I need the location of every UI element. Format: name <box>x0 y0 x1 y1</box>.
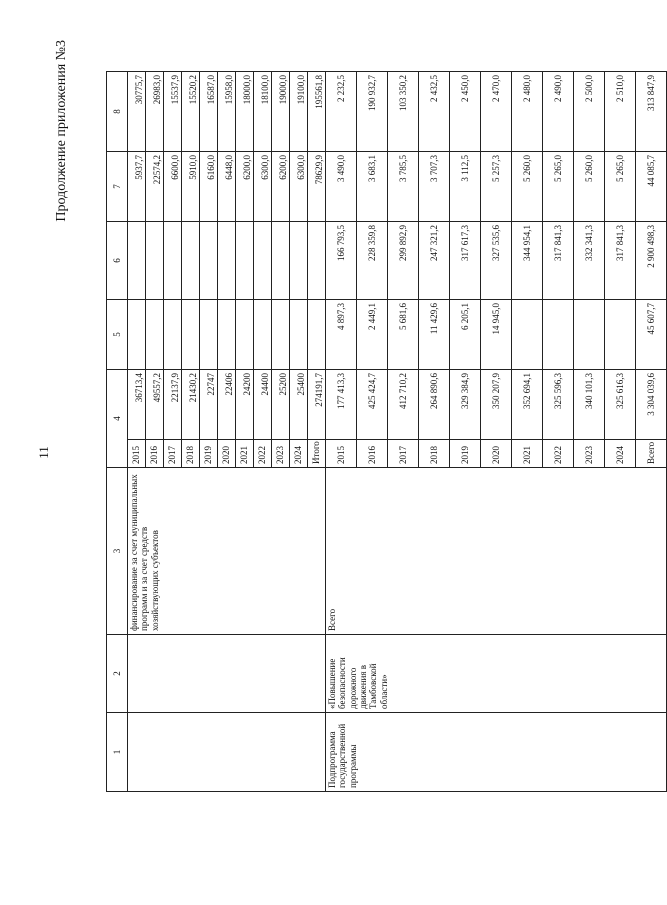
year-cell: 2024 <box>290 440 308 468</box>
value-cell-c6 <box>236 222 254 300</box>
value-cell-c4: 325 596,3 <box>543 370 574 440</box>
value-cell-c8: 313 847,9 <box>636 72 667 152</box>
value-cell-c7: 3 785,5 <box>388 152 419 222</box>
value-cell-c6: 332 341,3 <box>574 222 605 300</box>
year-cell: 2019 <box>200 440 218 468</box>
value-cell-c6 <box>164 222 182 300</box>
value-cell-c5 <box>128 300 146 370</box>
value-cell-c7: 78629,9 <box>308 152 326 222</box>
value-cell-c4: 22406 <box>218 370 236 440</box>
value-cell-c7: 5 260,0 <box>574 152 605 222</box>
value-cell-c7: 5 260,0 <box>512 152 543 222</box>
value-cell-c7: 5910,0 <box>182 152 200 222</box>
value-cell-c8: 16587,0 <box>200 72 218 152</box>
value-cell-c7: 6300,0 <box>290 152 308 222</box>
value-cell-c5 <box>308 300 326 370</box>
value-cell-c8: 26983,0 <box>146 72 164 152</box>
value-cell-c5: 6 205,1 <box>450 300 481 370</box>
value-cell-c5 <box>605 300 636 370</box>
value-cell-c4: 264 890,6 <box>419 370 450 440</box>
page-number: 11 <box>36 446 51 459</box>
appendix-title: Продолжение приложения №3 <box>54 40 69 222</box>
year-cell: 2016 <box>146 440 164 468</box>
value-cell-c6 <box>128 222 146 300</box>
value-cell-c4: 274191,7 <box>308 370 326 440</box>
value-cell-c4: 25400 <box>290 370 308 440</box>
value-cell-c7: 44 085,7 <box>636 152 667 222</box>
value-cell-c5 <box>290 300 308 370</box>
value-cell-c4: 3 304 039,6 <box>636 370 667 440</box>
value-cell-c8: 195561,8 <box>308 72 326 152</box>
value-cell-c7: 22574,2 <box>146 152 164 222</box>
value-cell-c4: 329 384,9 <box>450 370 481 440</box>
value-cell-c4: 25200 <box>272 370 290 440</box>
value-cell-c8: 15520,2 <box>182 72 200 152</box>
value-cell-c8: 2 432,5 <box>419 72 450 152</box>
value-cell-c7: 3 707,3 <box>419 152 450 222</box>
value-cell-c5: 45 607,7 <box>636 300 667 370</box>
value-cell-c5 <box>164 300 182 370</box>
budget-table <box>106 71 667 792</box>
value-cell-c4: 350 207,9 <box>481 370 512 440</box>
row-category-cell: Подпрограмма государственной программы <box>326 713 667 792</box>
col-header-6: 6 <box>107 222 128 300</box>
value-cell-c6 <box>182 222 200 300</box>
year-cell: 2020 <box>481 440 512 468</box>
year-cell: 2017 <box>164 440 182 468</box>
year-cell: 2024 <box>605 440 636 468</box>
value-cell-c8: 15958,0 <box>218 72 236 152</box>
value-cell-c6: 317 841,3 <box>543 222 574 300</box>
value-cell-c7: 6200,0 <box>236 152 254 222</box>
col-header-4: 4 <box>107 370 128 468</box>
value-cell-c4: 36713,4 <box>128 370 146 440</box>
value-cell-c6 <box>218 222 236 300</box>
value-cell-c4: 177 413,3 <box>326 370 357 440</box>
year-cell: 2018 <box>419 440 450 468</box>
year-cell: 2020 <box>218 440 236 468</box>
value-cell-c8: 2 232,5 <box>326 72 357 152</box>
value-cell-c8: 18000,0 <box>236 72 254 152</box>
row-category-cell <box>128 713 326 792</box>
value-cell-c8: 2 480,0 <box>512 72 543 152</box>
year-cell: Всего <box>636 440 667 468</box>
value-cell-c7: 6600,0 <box>164 152 182 222</box>
value-cell-c5: 11 429,6 <box>419 300 450 370</box>
row-source-cell: финансирование за счет муниципальных программ и за счет средств хозяйствующих субъектов <box>128 468 326 635</box>
value-cell-c8: 103 350,2 <box>388 72 419 152</box>
col-header-5: 5 <box>107 300 128 370</box>
value-cell-c6: 2 900 498,3 <box>636 222 667 300</box>
row-name-cell <box>128 635 326 713</box>
value-cell-c4: 325 616,3 <box>605 370 636 440</box>
value-cell-c5 <box>200 300 218 370</box>
table-row <box>128 72 146 792</box>
value-cell-c7: 5 257,3 <box>481 152 512 222</box>
value-cell-c6 <box>200 222 218 300</box>
value-cell-c4: 412 710,2 <box>388 370 419 440</box>
value-cell-c5 <box>272 300 290 370</box>
value-cell-c8: 2 490,0 <box>543 72 574 152</box>
value-cell-c5: 2 449,1 <box>357 300 388 370</box>
value-cell-c4: 49557,2 <box>146 370 164 440</box>
year-cell: 2015 <box>128 440 146 468</box>
column-number-row <box>107 72 128 792</box>
value-cell-c8: 15537,9 <box>164 72 182 152</box>
value-cell-c5 <box>236 300 254 370</box>
row-source-cell: Всего <box>326 468 667 635</box>
value-cell-c6 <box>290 222 308 300</box>
col-header-7: 7 <box>107 152 128 222</box>
col-header-8: 8 <box>107 72 128 152</box>
value-cell-c5 <box>543 300 574 370</box>
value-cell-c4: 24200 <box>236 370 254 440</box>
value-cell-c6: 228 359,8 <box>357 222 388 300</box>
year-cell: 2018 <box>182 440 200 468</box>
col-header-1: 1 <box>107 713 128 792</box>
value-cell-c6 <box>254 222 272 300</box>
value-cell-c5: 4 897,3 <box>326 300 357 370</box>
value-cell-c8: 2 510,0 <box>605 72 636 152</box>
value-cell-c4: 22747 <box>200 370 218 440</box>
col-header-3: 3 <box>107 468 128 635</box>
value-cell-c5 <box>254 300 272 370</box>
value-cell-c8: 2 500,0 <box>574 72 605 152</box>
value-cell-c8: 19000,0 <box>272 72 290 152</box>
value-cell-c4: 22137,9 <box>164 370 182 440</box>
row-name-cell: «Повышение безопасности дорожного движения в Тамбовской области» <box>326 635 667 713</box>
col-header-2: 2 <box>107 635 128 713</box>
value-cell-c5 <box>146 300 164 370</box>
value-cell-c6 <box>272 222 290 300</box>
value-cell-c5: 14 945,0 <box>481 300 512 370</box>
value-cell-c5 <box>182 300 200 370</box>
value-cell-c6: 317 617,3 <box>450 222 481 300</box>
value-cell-c6: 344 954,1 <box>512 222 543 300</box>
value-cell-c6: 317 841,3 <box>605 222 636 300</box>
year-cell: Итого <box>308 440 326 468</box>
value-cell-c7: 5 265,0 <box>543 152 574 222</box>
value-cell-c7: 6200,0 <box>272 152 290 222</box>
year-cell: 2021 <box>512 440 543 468</box>
value-cell-c4: 21430,2 <box>182 370 200 440</box>
value-cell-c6: 327 535,6 <box>481 222 512 300</box>
value-cell-c8: 2 470,0 <box>481 72 512 152</box>
year-cell: 2021 <box>236 440 254 468</box>
table-row <box>326 72 357 792</box>
year-cell: 2017 <box>388 440 419 468</box>
value-cell-c7: 6160,0 <box>200 152 218 222</box>
value-cell-c7: 5937,7 <box>128 152 146 222</box>
value-cell-c8: 30775,7 <box>128 72 146 152</box>
value-cell-c6 <box>308 222 326 300</box>
value-cell-c6 <box>146 222 164 300</box>
value-cell-c6: 299 892,9 <box>388 222 419 300</box>
year-cell: 2022 <box>543 440 574 468</box>
year-cell: 2015 <box>326 440 357 468</box>
value-cell-c7: 6448,0 <box>218 152 236 222</box>
value-cell-c4: 352 694,1 <box>512 370 543 440</box>
value-cell-c4: 425 424,7 <box>357 370 388 440</box>
value-cell-c4: 340 101,3 <box>574 370 605 440</box>
year-cell: 2023 <box>574 440 605 468</box>
year-cell: 2023 <box>272 440 290 468</box>
value-cell-c8: 190 932,7 <box>357 72 388 152</box>
value-cell-c6: 166 793,5 <box>326 222 357 300</box>
value-cell-c8: 18100,0 <box>254 72 272 152</box>
value-cell-c8: 19100,0 <box>290 72 308 152</box>
value-cell-c7: 5 265,0 <box>605 152 636 222</box>
year-cell: 2016 <box>357 440 388 468</box>
value-cell-c7: 6300,0 <box>254 152 272 222</box>
year-cell: 2022 <box>254 440 272 468</box>
value-cell-c8: 2 450,0 <box>450 72 481 152</box>
value-cell-c7: 3 490,0 <box>326 152 357 222</box>
value-cell-c6: 247 321,2 <box>419 222 450 300</box>
value-cell-c5 <box>512 300 543 370</box>
value-cell-c5 <box>218 300 236 370</box>
value-cell-c7: 3 112,5 <box>450 152 481 222</box>
value-cell-c4: 24400 <box>254 370 272 440</box>
year-cell: 2019 <box>450 440 481 468</box>
value-cell-c7: 3 683,1 <box>357 152 388 222</box>
value-cell-c5 <box>574 300 605 370</box>
value-cell-c5: 5 681,6 <box>388 300 419 370</box>
